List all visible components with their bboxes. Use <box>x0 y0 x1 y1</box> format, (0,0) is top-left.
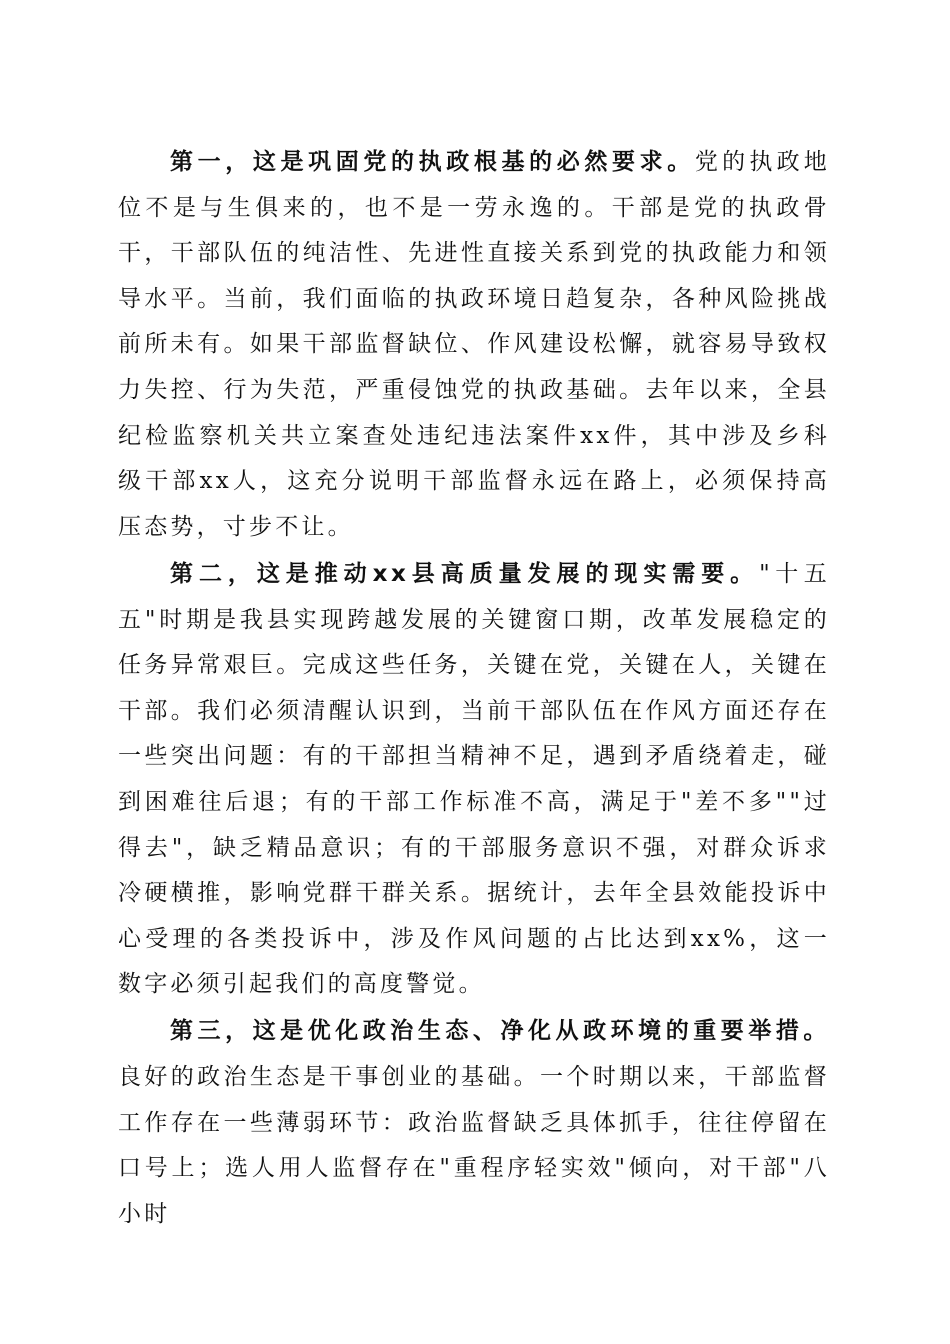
paragraph-1-body: 党的执政地位不是与生俱来的，也不是一劳永逸的。干部是党的执政骨干，干部队伍的纯洁性、先进性直接关系到党的执政能力和领导水平。当前，我们面临的执政环境日趋复杂，各种风险挑战前所未有。如果干部监督缺位、作风建设松懈，就容易导致权力失控、行为失范，严重侵蚀党的执政基础。去年以来，全县纪检监察机关共立案查处违纪违法案件xx件，其中涉及乡科级干部xx人，这充分说明干部监督永远在路上，必须保持高压态势，寸步不让。 <box>118 149 830 540</box>
paragraph-3-lead: 第三，这是优化政治生态、净化从政环境的重要举措。 <box>170 1018 830 1045</box>
paragraph-3-body: 良好的政治生态是干事创业的基础。一个时期以来，干部监督工作存在一些薄弱环节：政治监督缺乏具体抓手，往往停留在口号上；选人用人监督存在"重程序轻实效"倾向，对干部"八小时 <box>118 1064 830 1227</box>
paragraph-3 <box>118 1009 830 1237</box>
paragraph-2 <box>118 552 830 1008</box>
paragraph-2-lead: 第二，这是推动xx县高质量发展的现实需要。 <box>170 560 760 587</box>
paragraph-1 <box>118 140 830 550</box>
paragraph-1-lead: 第一，这是巩固党的执政根基的必然要求。 <box>170 149 695 175</box>
paragraph-2-body: "十五五"时期是我县实现跨越发展的关键窗口期，改革发展稳定的任务异常艰巨。完成这些任务，关键在党，关键在人，关键在干部。我们必须清醒认识到，当前干部队伍在作风方面还存在一些突出问题：有的干部担当精神不足，遇到矛盾绕着走，碰到困难往后退；有的干部工作标准不高，满足于"差不多""过得去"，缺乏精品意识；有的干部服务意识不强，对群众诉求冷硬横推，影响党群干群关系。据统计，去年全县效能投诉中心受理的各类投诉中，涉及作风问题的占比达到xx%，这一数字必须引起我们的高度警觉。 <box>118 560 830 998</box>
document-body <box>118 140 830 1239</box>
